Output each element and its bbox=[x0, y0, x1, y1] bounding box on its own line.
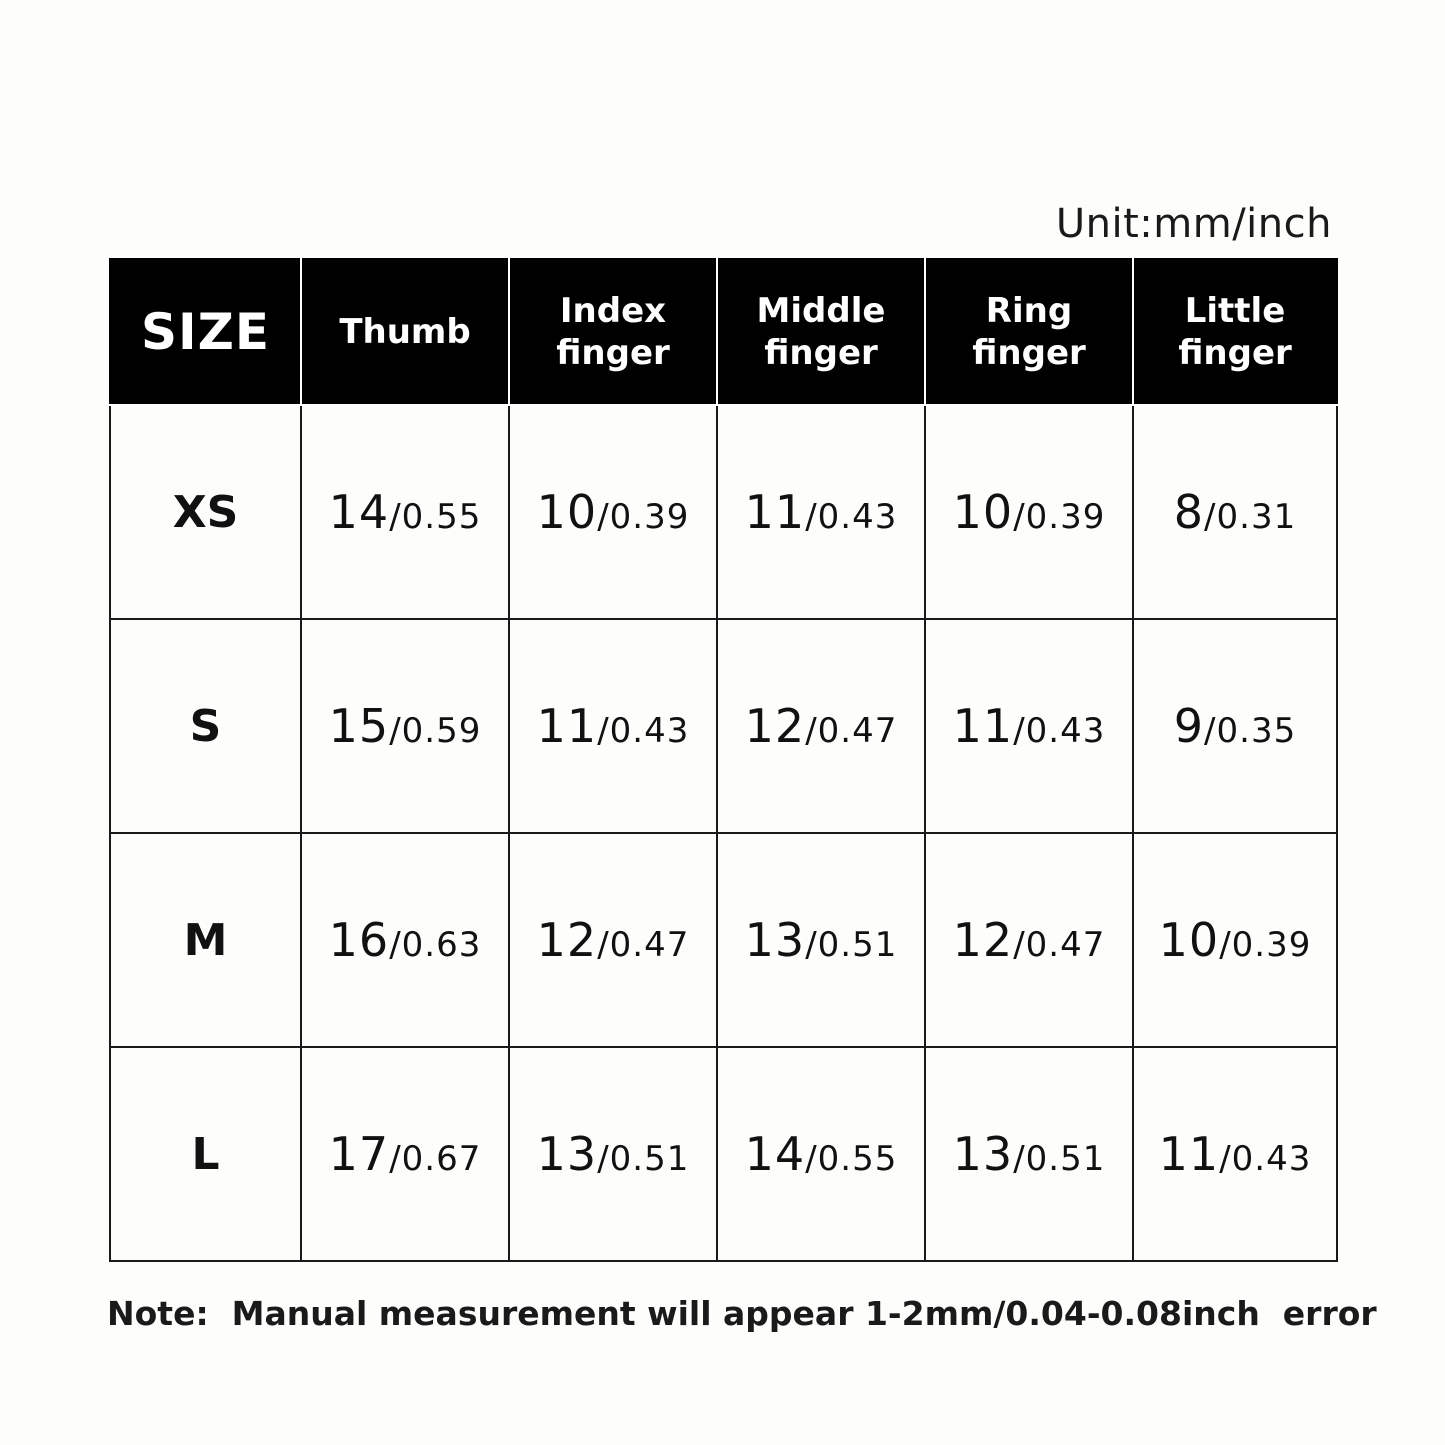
value-mm: 17 bbox=[328, 1127, 390, 1181]
value-mm: 12 bbox=[952, 913, 1014, 967]
value-inch: /0.63 bbox=[389, 925, 482, 965]
value-mm: 11 bbox=[536, 699, 598, 753]
value-cell bbox=[717, 1047, 925, 1261]
value-mm: 8 bbox=[1173, 485, 1205, 539]
value-cell bbox=[925, 405, 1133, 619]
size-cell: L bbox=[110, 1047, 301, 1261]
value-mm: 12 bbox=[744, 699, 806, 753]
size-cell: M bbox=[110, 833, 301, 1047]
value-cell bbox=[509, 405, 717, 619]
value-inch: /0.31 bbox=[1204, 497, 1297, 537]
value-mm: 10 bbox=[536, 485, 598, 539]
value-mm: 13 bbox=[536, 1127, 598, 1181]
value-inch: /0.55 bbox=[389, 497, 482, 537]
value-mm: 9 bbox=[1173, 699, 1205, 753]
value-cell bbox=[509, 1047, 717, 1261]
value-cell bbox=[925, 1047, 1133, 1261]
value-inch: /0.47 bbox=[597, 925, 690, 965]
value-cell bbox=[509, 619, 717, 833]
value-cell bbox=[1133, 405, 1337, 619]
value-cell bbox=[717, 619, 925, 833]
value-inch: /0.43 bbox=[805, 497, 898, 537]
value-cell bbox=[301, 833, 509, 1047]
table-row bbox=[110, 833, 1337, 1047]
value-cell bbox=[717, 405, 925, 619]
value-inch: /0.59 bbox=[389, 711, 482, 751]
header-size: SIZE bbox=[110, 259, 301, 405]
measurement-note: Note: Manual measurement will appear 1-2mm/0.04-0.08inch error bbox=[107, 1294, 1377, 1333]
value-inch: /0.43 bbox=[1013, 711, 1106, 751]
value-mm: 11 bbox=[952, 699, 1014, 753]
value-cell bbox=[1133, 1047, 1337, 1261]
value-mm: 11 bbox=[1158, 1127, 1220, 1181]
value-mm: 13 bbox=[952, 1127, 1014, 1181]
table-header-row bbox=[110, 259, 1337, 405]
value-inch: /0.43 bbox=[1219, 1139, 1312, 1179]
value-inch: /0.67 bbox=[389, 1139, 482, 1179]
value-cell bbox=[1133, 833, 1337, 1047]
value-cell bbox=[925, 833, 1133, 1047]
value-mm: 12 bbox=[536, 913, 598, 967]
size-chart-table bbox=[109, 258, 1338, 1262]
value-inch: /0.47 bbox=[1013, 925, 1106, 965]
value-mm: 14 bbox=[328, 485, 390, 539]
value-inch: /0.39 bbox=[597, 497, 690, 537]
value-cell bbox=[1133, 619, 1337, 833]
value-inch: /0.39 bbox=[1013, 497, 1106, 537]
header-middle-finger: Middle finger bbox=[717, 259, 925, 405]
header-little-finger: Little finger bbox=[1133, 259, 1337, 405]
unit-label: Unit:mm/inch bbox=[1055, 201, 1332, 247]
header-ring-finger: Ring finger bbox=[925, 259, 1133, 405]
value-mm: 15 bbox=[328, 699, 390, 753]
header-index-finger: Index finger bbox=[509, 259, 717, 405]
value-cell bbox=[301, 405, 509, 619]
table-row bbox=[110, 619, 1337, 833]
value-inch: /0.51 bbox=[1013, 1139, 1106, 1179]
value-mm: 10 bbox=[1158, 913, 1220, 967]
value-mm: 10 bbox=[952, 485, 1014, 539]
size-cell: XS bbox=[110, 405, 301, 619]
size-cell: S bbox=[110, 619, 301, 833]
value-mm: 14 bbox=[744, 1127, 806, 1181]
value-inch: /0.43 bbox=[597, 711, 690, 751]
value-inch: /0.35 bbox=[1204, 711, 1297, 751]
table-row bbox=[110, 405, 1337, 619]
value-cell bbox=[301, 1047, 509, 1261]
value-inch: /0.55 bbox=[805, 1139, 898, 1179]
value-cell bbox=[509, 833, 717, 1047]
value-inch: /0.51 bbox=[597, 1139, 690, 1179]
value-inch: /0.51 bbox=[805, 925, 898, 965]
value-mm: 16 bbox=[328, 913, 390, 967]
value-inch: /0.47 bbox=[805, 711, 898, 751]
value-inch: /0.39 bbox=[1219, 925, 1312, 965]
value-mm: 13 bbox=[744, 913, 806, 967]
table-row bbox=[110, 1047, 1337, 1261]
value-cell bbox=[925, 619, 1133, 833]
value-mm: 11 bbox=[744, 485, 806, 539]
header-thumb: Thumb bbox=[301, 259, 509, 405]
value-cell bbox=[301, 619, 509, 833]
value-cell bbox=[717, 833, 925, 1047]
